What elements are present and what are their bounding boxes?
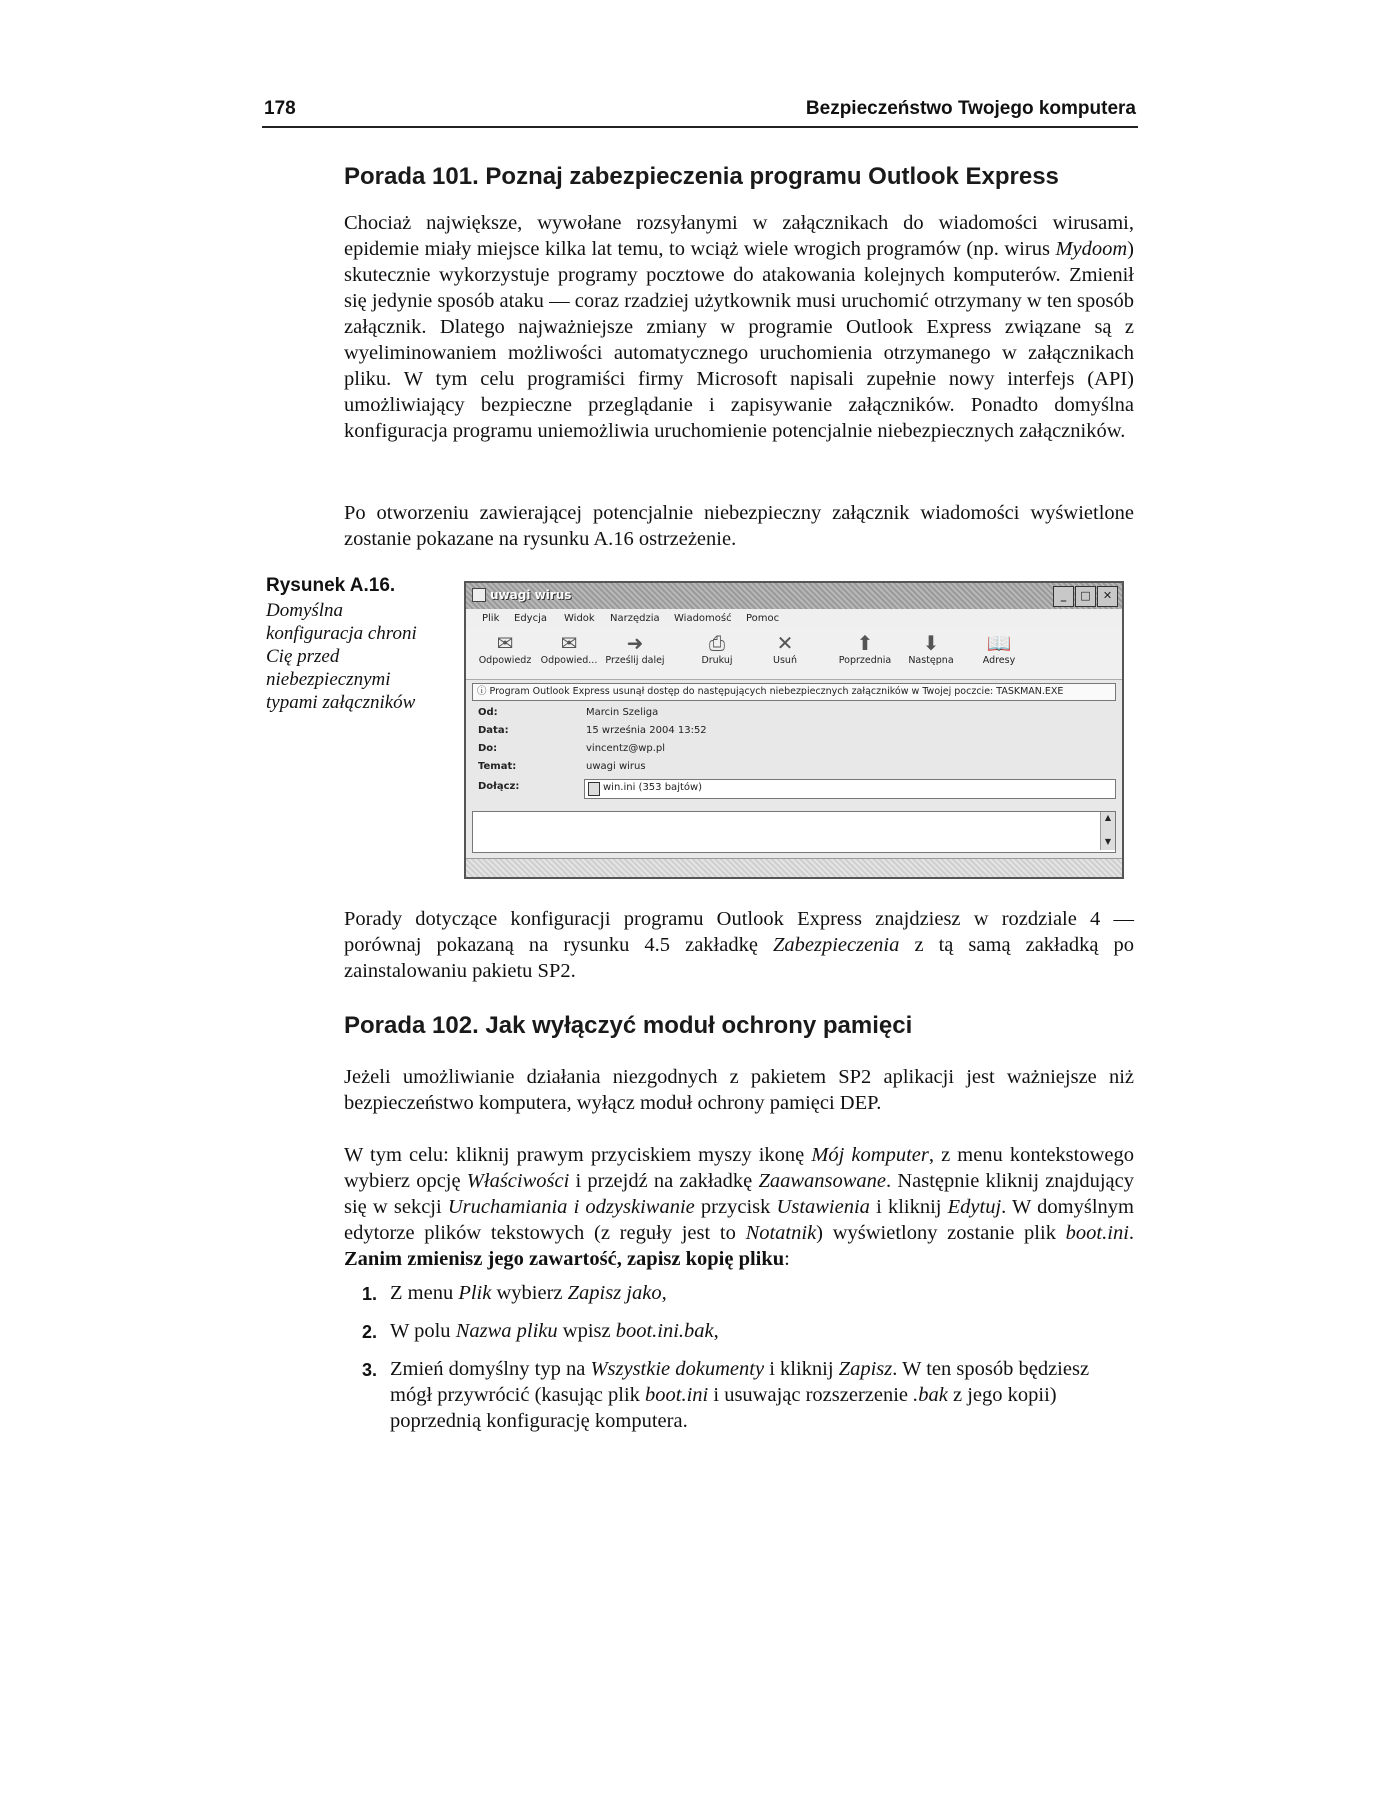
reply-all-icon: ✉ xyxy=(560,631,578,655)
outlook-window: uwagi wirus _ □ ✕ Plik Edycja Widok Narzędzia Wiadomość Pomoc ✉ Odpowiedz ✉ Odpowied... ➜ Prześlij dalej ⎙ Drukuj ✕ Usuń ⬆ Poprzednia ⬇ Następna 📖 Adresy ⓘ Program Outlook Express usunął dostęp do następujących niebezpiecznych załączników w Twojej poczcie: TASKMAN.EXE Od: Marcin Szeliga Data: 15 września 2004 13:52 Do: vincentz@wp.pl Temat: uwagi wirus Dołącz: win.ini (353 bajtów) ▲ ▼ xyxy=(464,581,1124,879)
section-title-101: Porada 101. Poznaj zabezpieczenia programu Outlook Express xyxy=(344,163,1059,190)
next-icon: ⬇ xyxy=(922,631,940,655)
window-titlebar[interactable] xyxy=(466,583,1122,609)
status-bar xyxy=(466,858,1122,877)
page-number: 178 xyxy=(264,98,296,119)
menu-message[interactable]: Wiadomość xyxy=(674,613,732,624)
previous-button[interactable]: ⬆ Poprzednia xyxy=(832,631,898,666)
section-title-102: Porada 102. Jak wyłączyć moduł ochrony pamięci xyxy=(344,1012,913,1039)
toolbar xyxy=(466,629,1122,680)
print-button[interactable]: ⎙ Drukuj xyxy=(684,631,750,666)
reply-all-button[interactable]: ✉ Odpowied... xyxy=(536,631,602,666)
figure-caption xyxy=(266,574,436,714)
running-header xyxy=(262,96,1138,128)
minimize-icon[interactable]: _ xyxy=(1053,586,1074,607)
reply-button[interactable]: ✉ Odpowiedz xyxy=(472,631,538,666)
paragraph-instructions: W tym celu: kliknij prawym przyciskiem myszy ikonę Mój komputer, z menu kontekstowego wybierz opcję Właściwości i przejdź na zakładkę Zaawansowane. Następnie kliknij znajdujący się w sekcji Uruchamiania i odzyskiwanie przycisk Ustawienia i kliknij Edytuj. W domyślnym edytorze plików tekstowych (z reguły jest to Notatnik) wyświetlony zostanie plik boot.ini. Zanim zmienisz jego zawartość, zapisz kopię pliku: xyxy=(344,1144,1135,1270)
paragraph-warning-intro: Po otworzeniu zawierającej potencjalnie niebezpieczny załącznik wiadomości wyświetlone zostanie pokazane na rysunku A.16 ostrzeżenie. xyxy=(344,502,1134,550)
forward-button[interactable]: ➜ Prześlij dalej xyxy=(602,631,668,666)
scrollbar[interactable]: ▲ ▼ xyxy=(1100,812,1115,850)
address-book-icon: 📖 xyxy=(986,631,1012,655)
menu-tools[interactable]: Narzędzia xyxy=(610,613,660,624)
subject-value: uwagi wirus xyxy=(586,761,646,772)
menu-view[interactable]: Widok xyxy=(564,613,595,624)
attachment-field[interactable] xyxy=(584,779,1116,799)
list-item: 3. Zmień domyślny typ na Wszystkie dokumenty i kliknij Zapisz. W ten sposób będziesz mógł przywrócić (kasując plik boot.ini i usuwając rozszerzenie .bak z jego kopii) poprzednią konfigurację komputera. xyxy=(362,1358,1090,1432)
paragraph-config-ref: Porady dotyczące konfiguracji programu Outlook Express znajdziesz w rozdziale 4 — porównaj pokazaną na rysunku 4.5 zakładkę Zabezpieczenia z tą samą zakładką po zainstalowaniu pakietu SP2. xyxy=(344,908,1134,982)
delete-icon: ✕ xyxy=(776,631,794,655)
figure-caption-text: Domyślna konfiguracja chroni Cię przed niebezpiecznymi typami załączników xyxy=(266,600,417,713)
maximize-icon[interactable]: □ xyxy=(1075,586,1096,607)
menu-bar xyxy=(466,609,1122,630)
security-infobar[interactable]: ⓘ Program Outlook Express usunął dostęp do następujących niebezpiecznych załączników w Twojej poczcie: TASKMAN.EXE xyxy=(472,683,1116,701)
next-button[interactable]: ⬇ Następna xyxy=(898,631,964,666)
reply-icon: ✉ xyxy=(496,631,514,655)
list-item: 1. Z menu Plik wybierz Zapisz jako, xyxy=(362,1282,667,1304)
mail-icon xyxy=(472,588,486,602)
figure-label: Rysunek A.16. xyxy=(266,575,396,596)
file-icon xyxy=(588,782,600,796)
menu-file[interactable]: Plik xyxy=(482,613,500,624)
menu-help[interactable]: Pomoc xyxy=(746,613,780,624)
date-value: 15 września 2004 13:52 xyxy=(586,725,707,736)
paragraph-dep: Jeżeli umożliwianie działania niezgodnych z pakietem SP2 aplikacji jest ważniejsze niż bezpieczeństwo komputera, wyłącz moduł ochrony pamięci DEP. xyxy=(344,1066,1134,1114)
window-title: uwagi wirus xyxy=(490,588,572,602)
list-item: 2. W polu Nazwa pliku wpisz boot.ini.bak, xyxy=(362,1320,719,1342)
menu-edit[interactable]: Edycja xyxy=(514,613,547,624)
print-icon: ⎙ xyxy=(709,631,725,655)
to-value: vincentz@wp.pl xyxy=(586,743,666,754)
from-value: Marcin Szeliga xyxy=(586,707,659,718)
attachment-name: win.ini (353 bajtów) xyxy=(603,782,703,793)
addresses-button[interactable]: 📖 Adresy xyxy=(966,631,1032,666)
paragraph-intro: Chociaż największe, wywołane rozsyłanymi w załącznikach do wiadomości wirusami, epidemie miały miejsce kilka lat temu, to wciąż wiele wrogich programów (np. wirus Mydoom) skutecznie wykorzystuje programy pocztowe do atakowania kolejnych komputerów. Zmienił się jedynie sposób ataku — coraz rzadziej użytkownik musi uruchomić otrzymany w ten sposób załącznik. Dlatego najważniejsze zmiany w programie Outlook Express związane są z wyeliminowaniem możliwości automatycznego uruchomienia otrzymanego w załącznikach pliku. W tym celu programiści firmy Microsoft napisali zupełnie nowy interfejs (API) umożliwiający bezpieczne przeglądanie i zapisywanie załączników. Ponadto domyślna konfiguracja programu uniemożliwia uruchomienie potencjalnie niebezpiecznych załączników. xyxy=(344,212,1134,442)
steps-list xyxy=(352,1280,1112,1434)
message-body[interactable] xyxy=(472,811,1116,853)
close-icon[interactable]: ✕ xyxy=(1097,586,1118,607)
previous-icon: ⬆ xyxy=(856,631,874,655)
forward-icon: ➜ xyxy=(626,631,644,655)
running-title: Bezpieczeństwo Twojego komputera xyxy=(805,98,1136,119)
delete-button[interactable]: ✕ Usuń xyxy=(752,631,818,666)
